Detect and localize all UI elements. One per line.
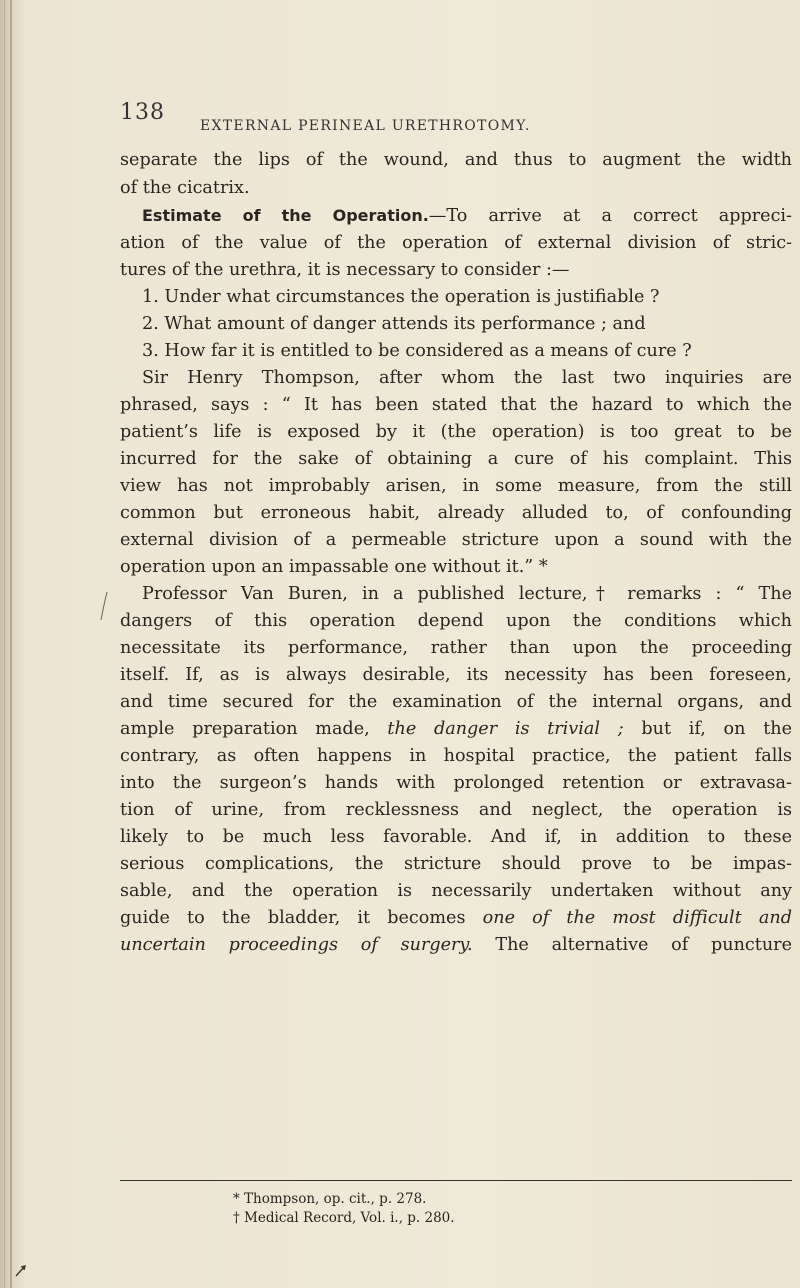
text-line: incurred for the sake of obtaining a cure of his complaint. This [120, 449, 792, 469]
section-heading: Estimate of the Operation. [142, 206, 429, 225]
text-line: necessitate its performance, rather than upon the proceeding [120, 638, 792, 658]
italic-span: one of the most difficult and [482, 908, 792, 928]
text-line: serious complications, the stricture should prove to be impas- [120, 854, 792, 874]
text-line [120, 908, 792, 930]
text-line [120, 935, 792, 957]
page-number: 138 [120, 100, 165, 125]
text-span: The alternative of puncture [472, 935, 792, 955]
text-line: Sir Henry Thompson, after whom the last two inquiries are [142, 368, 792, 388]
text-line: common but erroneous habit, already alluded to, of confounding [120, 503, 792, 523]
corner-arrow-mark [14, 1264, 28, 1278]
text-line: ation of the value of the operation of external division of stric- [120, 233, 792, 253]
footnote: † Medical Record, Vol. i., p. 280. [233, 1210, 455, 1226]
text-line: contrary, as often happens in hospital practice, the patient falls [120, 746, 792, 766]
text-span: but if, on the [623, 719, 793, 739]
italic-span: uncertain proceedings of surgery. [120, 935, 473, 955]
paragraph-heading-line [142, 206, 792, 228]
text-span: guide to the bladder, it becomes [120, 908, 483, 928]
text-line: external division of a permeable stricture upon a sound with the [120, 530, 792, 550]
text-line [120, 719, 792, 741]
text-line: dangers of this operation depend upon the conditions which [120, 611, 792, 631]
footnote: * Thompson, op. cit., p. 278. [233, 1191, 427, 1207]
text-line: likely to be much less favorable. And if, in addition to these [120, 827, 792, 847]
text-line: phrased, says : “ It has been stated that the hazard to which the [120, 395, 792, 415]
text-line: tion of urine, from recklessness and neglect, the operation is [120, 800, 792, 820]
text-line: separate the lips of the wound, and thus to augment the width [120, 150, 792, 170]
text-line: Professor Van Buren, in a published lecture,† remarks : “ The [142, 584, 792, 604]
page-edge-shadow [4, 0, 5, 1288]
text-line: tures of the urethra, it is necessary to consider :— [120, 260, 570, 280]
text-line: view has not improbably arisen, in some measure, from the still [120, 476, 792, 496]
text-line: sable, and the operation is necessarily undertaken without any [120, 881, 792, 901]
page-gutter-line [10, 0, 12, 1288]
list-item: 1. Under what circumstances the operation is justifiable ? [142, 287, 660, 307]
text-line: and time secured for the examination of the internal organs, and [120, 692, 792, 712]
text-line: of the cicatrix. [120, 178, 250, 198]
list-item: 3. How far it is entitled to be considered as a means of cure ? [142, 341, 692, 361]
text-line: operation upon an impassable one without it.” * [120, 557, 548, 577]
footnote-rule [120, 1180, 792, 1181]
margin-pencil-mark [98, 590, 112, 622]
text-line: into the surgeon’s hands with prolonged retention or extravasa- [120, 773, 792, 793]
text-span: ample preparation made, [120, 719, 388, 739]
text-line: itself. If, as is always desirable, its necessity has been foreseen, [120, 665, 792, 685]
list-item: 2. What amount of danger attends its performance ; and [142, 314, 646, 334]
text-span: —To arrive at a correct appreci- [428, 206, 793, 226]
running-head: EXTERNAL PERINEAL URETHROTOMY. [200, 118, 531, 134]
italic-span: the danger is trivial ; [387, 719, 624, 739]
text-line: patient’s life is exposed by it (the operation) is too great to be [120, 422, 792, 442]
